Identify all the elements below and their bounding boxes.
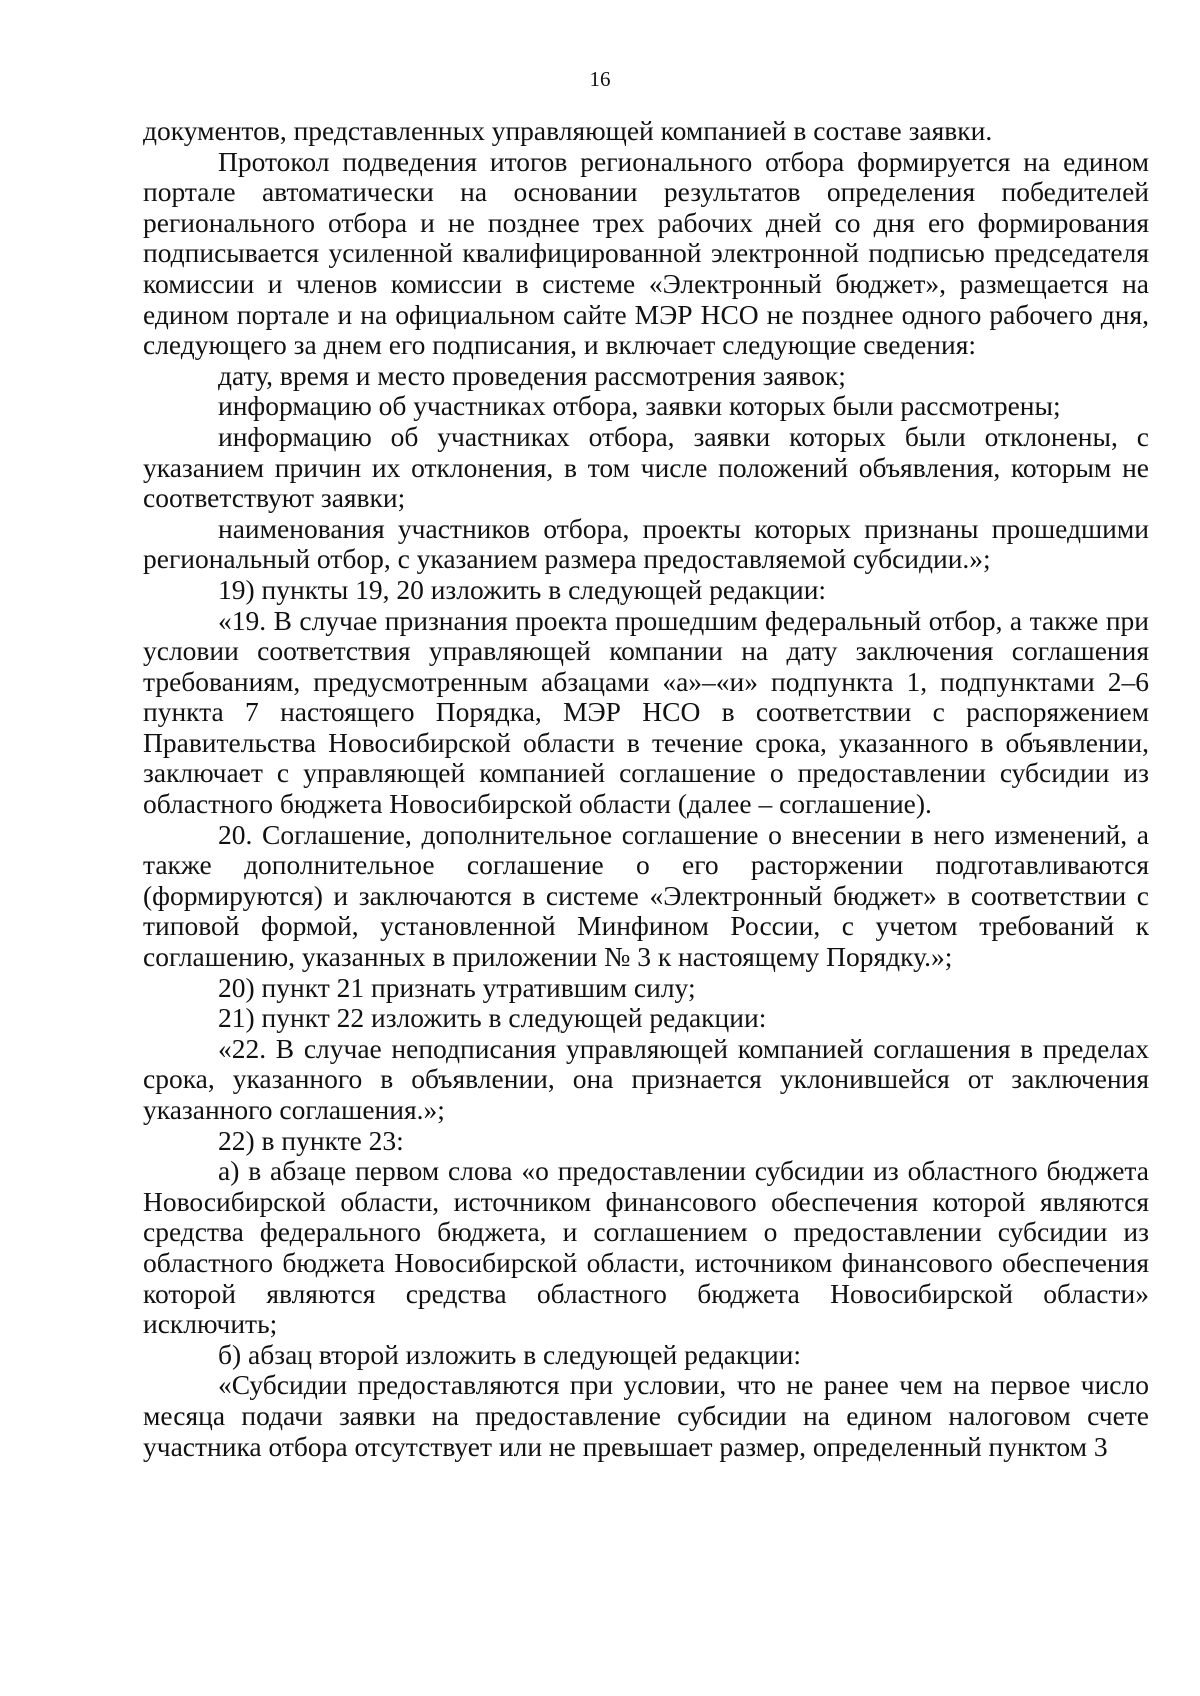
paragraph: Протокол подведения итогов регионального отбора формируется на едином портале автоматически на основании результатов определения победителей регионального отбора и не позднее трех рабочих дней со дня его формирования подписывается усиленной квалифицированной электронной подписью председателя комиссии и членов комиссии в системе «Электронный бюджет», размещается на едином портале и на официальном сайте МЭР НСО не позднее одного рабочего дня, следующего за днем его подписания, и включает следующие сведения: xyxy=(143,145,1149,361)
list-item: информацию об участниках отбора, заявки которых были рассмотрены; xyxy=(218,390,1061,422)
amendment-item: 20) пункт 21 признать утратившим силу; xyxy=(218,971,696,1003)
list-item: дату, время и место проведения рассмотрения заявок; xyxy=(218,359,846,391)
document-body xyxy=(143,116,1149,1462)
amendment-item: 22) в пункте 23: xyxy=(218,1124,404,1156)
page-number: 16 xyxy=(589,67,611,91)
amendment-item: 21) пункт 22 изложить в следующей редакции: xyxy=(218,1002,767,1034)
paragraph: документов, представленных управляющей компанией в составе заявки. xyxy=(143,115,993,146)
paragraph: «22. В случае неподписания управляющей компанией соглашения в пределах срока, указанного в объявлении, она признается уклонившейся от заключения указанного соглашения.»; xyxy=(143,1032,1149,1125)
list-item: информацию об участниках отбора, заявки которых были отклонены, с указанием причин их отклонения, в том числе положений объявления, которым не соответствуют заявки; xyxy=(143,420,1149,514)
paragraph: «19. В случае признания проекта прошедшим федеральный отбор, а также при условии соответствия управляющей компании на дату заключения соглашения требованиям, предусмотренным абзацами «а»–«и» подпункта 1, подпунктами 2–6 пункта 7 настоящего Порядка, МЭР НСО в соответствии с распоряжением Правительства Новосибирской области в течение срока, указанного в объявлении, заключает с управляющей компанией соглашение о предоставлении субсидии из областного бюджета Новосибирской области (далее – соглашение). xyxy=(143,604,1149,820)
paragraph: а) в абзаце первом слова «о предоставлении субсидии из областного бюджета Новосибирской области, источником финансового обеспечения которой являются средства федерального бюджета, и соглашением о предоставлении субсидии из областного бюджета Новосибирской области, источником финансового обеспечения которой являются средства областного бюджета Новосибирской области» исключить; xyxy=(143,1155,1149,1340)
paragraph: 20. Соглашение, дополнительное соглашение о внесении в него изменений, а также дополнительное соглашение о его расторжении подготавливаются (формируются) и заключаются в системе «Электронный бюджет» в соответствии с типовой формой, установленной Минфином России, с учетом требований к соглашению, указанных в приложении № 3 к настоящему Порядку.»; xyxy=(143,818,1149,973)
paragraph: «Субсидии предоставляются при условии, что не ранее чем на первое число месяца подачи заявки на предоставление субсидии на едином налоговом счете участника отбора отсутствует или не превышает размер, определенный пунктом 3 xyxy=(143,1369,1149,1462)
list-item: наименования участников отбора, проекты которых признаны прошедшими региональный отбор, с указанием размера предоставляемой субсидии.»; xyxy=(143,512,1149,575)
amendment-item: 19) пункты 19, 20 изложить в следующей редакции: xyxy=(218,573,827,605)
amendment-item: б) абзац второй изложить в следующей редакции: xyxy=(218,1338,802,1370)
